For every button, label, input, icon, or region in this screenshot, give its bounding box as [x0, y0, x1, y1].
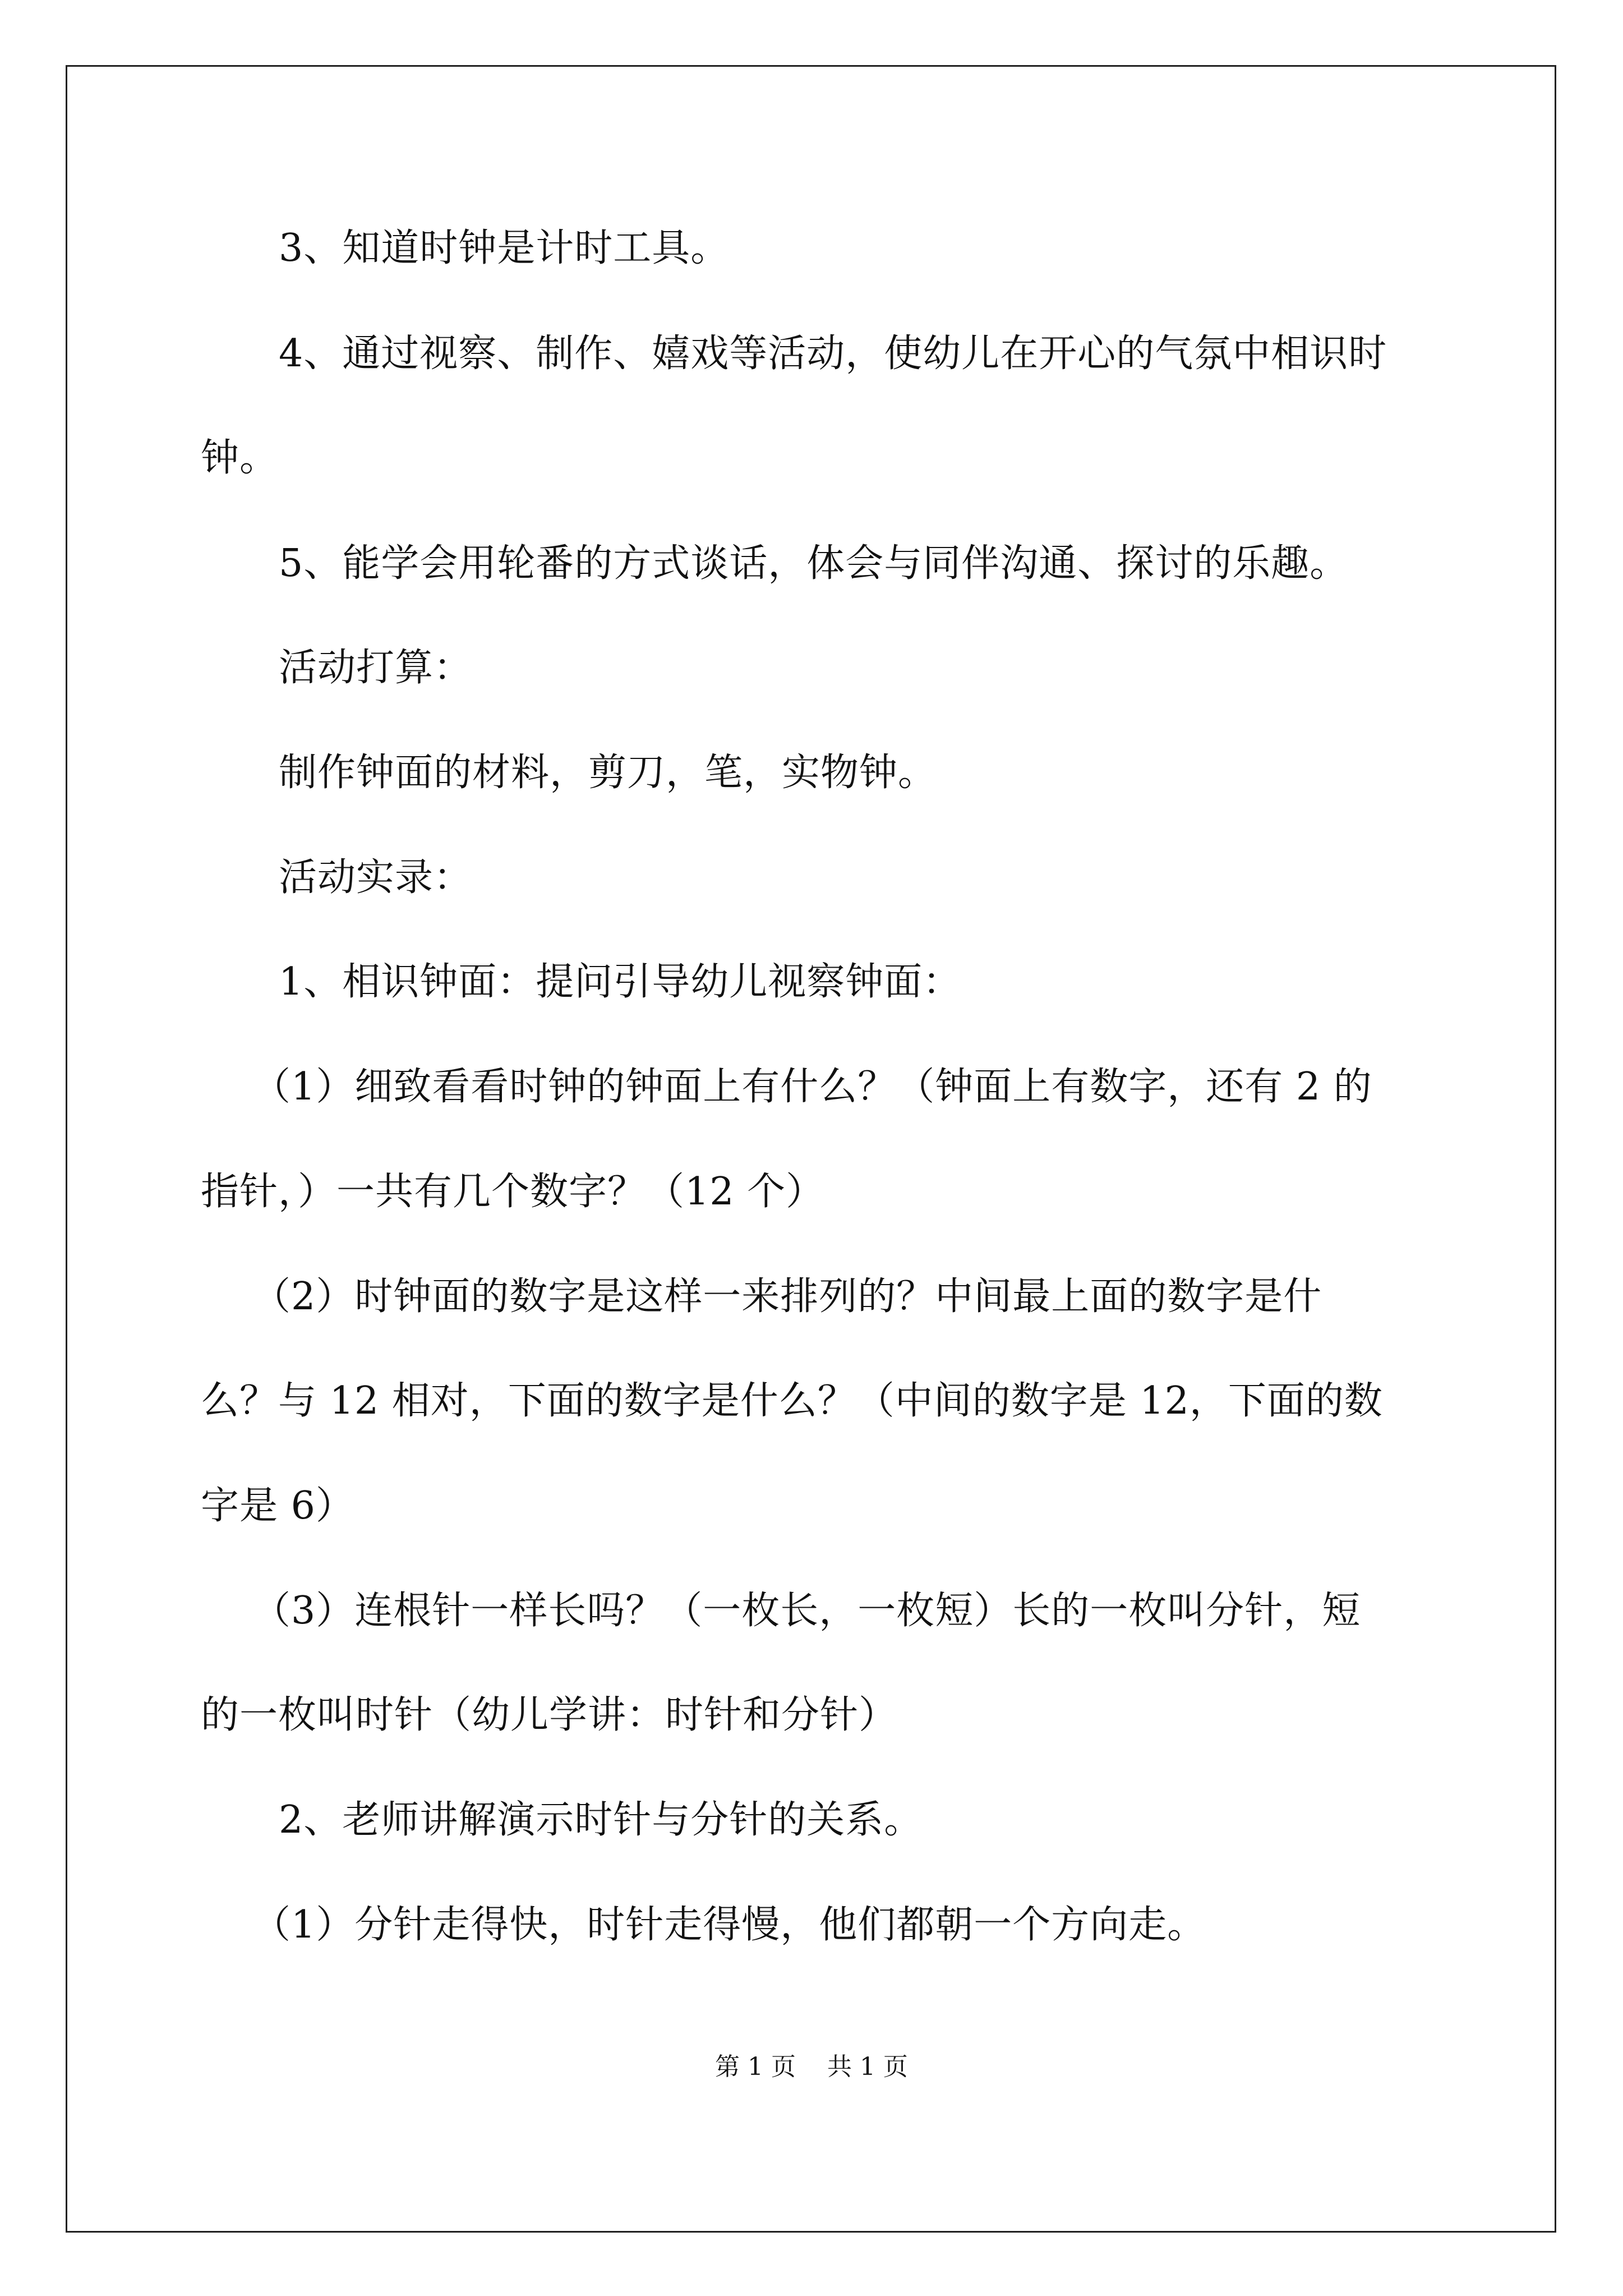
- body-line-11: （2）时钟面的数字是这样一来排列的？中间最上面的数字是什: [252, 1274, 1322, 1319]
- body-line-13: 字是 6）: [201, 1484, 354, 1528]
- body-line-15: 的一枚叫时针（幼儿学讲：时针和分针）: [201, 1693, 898, 1737]
- body-line-14: （3）连根针一样长吗？（一枚长，一枚短）长的一枚叫分针，短: [252, 1589, 1361, 1633]
- body-line-5: 活动打算：: [279, 646, 473, 690]
- body-line-9: （1）细致看看时钟的钟面上有什么？（钟面上有数字，还有 2 的: [252, 1065, 1372, 1109]
- body-line-17: （1）分针走得快，时针走得慢，他们都朝一个方向走。: [252, 1903, 1206, 1947]
- body-line-2: 4、通过视察、制作、嬉戏等活动，使幼儿在开心的气氛中相识时: [279, 332, 1387, 376]
- body-line-7: 活动实录：: [279, 855, 473, 900]
- page-footer: 第 1 页 共 1 页: [715, 2053, 908, 2081]
- body-line-4: 5、能学会用轮番的方式谈话，体会与同伴沟通、探讨的乐趣。: [279, 541, 1349, 586]
- body-line-3: 钟。: [201, 436, 279, 480]
- body-line-16: 2、老师讲解演示时针与分针的关系。: [279, 1798, 923, 1842]
- body-line-10: 指针，）一共有几个数字？（12 个）: [201, 1170, 825, 1214]
- body-line-1: 3、知道时钟是计时工具。: [279, 226, 730, 270]
- body-line-8: 1、相识钟面：提问引导幼儿视察钟面：: [279, 960, 962, 1004]
- body-line-6: 制作钟面的材料，剪刀，笔，实物钟。: [279, 751, 937, 795]
- body-line-12: 么？与 12 相对，下面的数字是什么？（中间的数字是 12，下面的数: [201, 1379, 1383, 1423]
